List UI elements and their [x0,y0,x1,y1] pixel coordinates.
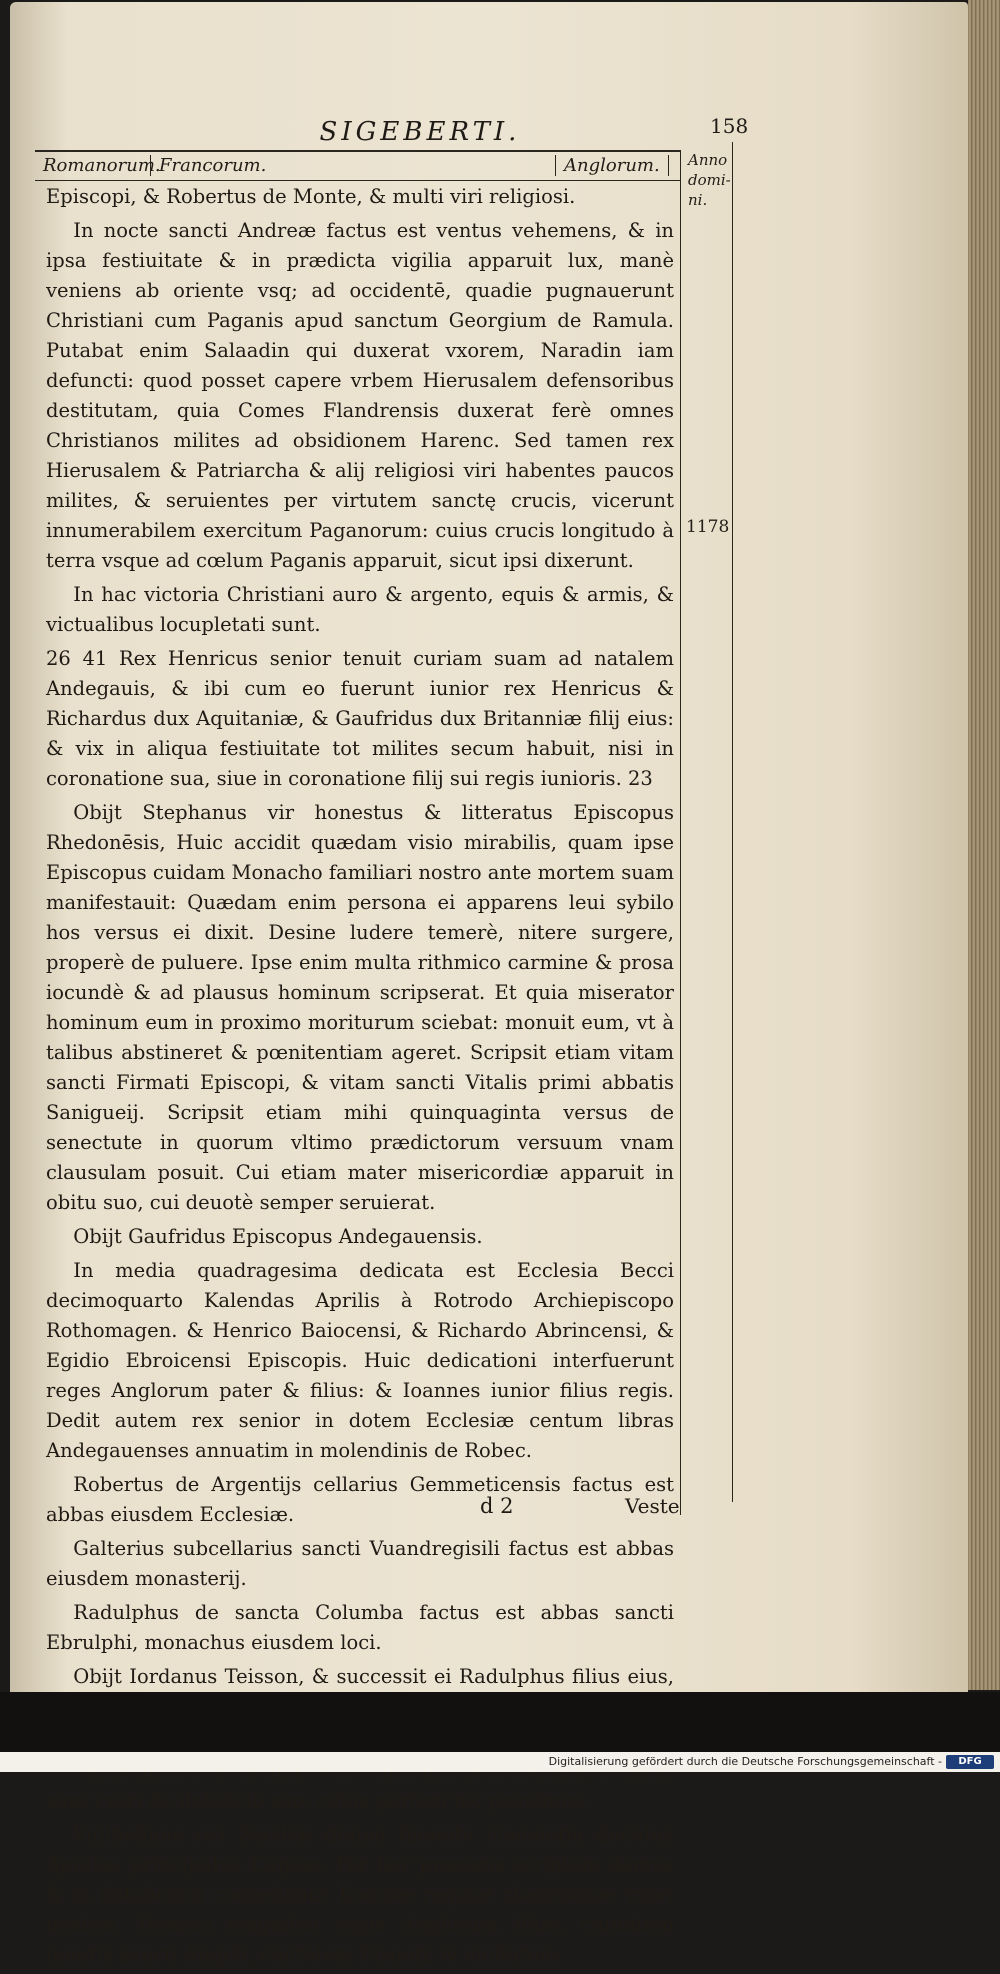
paragraph: Robertus de Argentijs cellarius Gemmeticensis factus est abbas eiusdem Ecclesiæ. [46,1473,674,1526]
column-header-rule [35,150,680,181]
catchword: Veste [625,1494,680,1518]
margin-column-rule [732,142,733,1502]
column-header-romanorum: Romanorum. [43,155,161,176]
margin-note-line: ni. [688,191,708,209]
paragraph: In nocte sancti Andreæ factus est ventus vehemens, & in ipsa festiuitate & in prædicta vigilia apparuit lux, manè veniens ab oriente vsq; ad occidentē, quadie pugnauerunt Christiani cum Paganis apud sanctum Georgium de Ramula. Putabat enim Salaadin qui duxerat vxorem, Naradin iam defuncti: quod posset capere vrbem Hierusalem defensoribus destitutam, quia Comes Flandrensis duxerat ferè omnes Christianos milites ad obsidionem Harenc. Sed tamen rex Hierusalem & Patriarcha & alij religiosi viri habentes paucos milites, & seruientes per virtutem sanctę crucis, vicerunt innumerabilem exercitum Paganorum: cuius crucis longitudo à terra vsque ad cœlum Paganis apparuit, sicut ipsi dixerunt. [46,219,674,572]
signature-mark: d 2 [480,1494,514,1518]
running-head: SIGEBERTI. [319,117,521,147]
column-header-francorum: Francorum. [150,155,266,176]
paragraph: Obijt Iordanus Teisson, & successit ei Radulphus filius eius, [73,1665,674,1688]
paragraph: Obijt Stephanus vir honestus & litteratus Episcopus Rhedonēsis, Huic accidit quædam visio mirabilis, quam ipse Episcopus cuidam Monacho familiari nostro ante mortem suam manifestauit: Quædam enim persona ei apparens leui sybilo hos versus ei dixit. Desine ludere temerè, nitere surgere, properè de puluere. Ipse enim multa rithmico carmine & prosa iocundè & ad plausus hominum scripserat. Et quia miserator hominum eum in proximo moriturum sciebat: monuit eum, vt à talibus abstineret & pœnitentiam ageret. Scripsit etiam vitam sancti Firmati Episcopi, & vitam sancti Vitalis primi abbatis Sanigueij. Scripsit etiam mihi quinquaginta versus de senectute in quorum vltimo prædictorum versuum vnam clausulam posuit. Cui etiam mater misericordiæ apparuit in obitu suo, cui deuotè semper seruierat. [46,801,674,1214]
digitization-footer [0,1752,1000,1772]
paragraph: 26 41 Rex Henricus senior tenuit curiam suam ad natalem Andegauis, & ibi cum eo fuerunt iunior rex Henricus & Richardus dux Aquitaniæ, & Gaufridus dux Britanniæ filij eius: & vix in aliqua festiuitate tot milites secum habuit, nisi in coronatione sua, siue in coronatione filij sui regis iunioris. 23 [46,647,674,790]
digitization-credit: Digitalisierung gefördert durch die Deutsche Forschungsgemeinschaft - [548,1755,942,1768]
margin-anno-domini [688,150,731,210]
paragraph: Vuilhelmus rex Syciliæ diuina fauente clementia ducatus Apuliæ, principatus Capuæ. Per hoc præsens scriptum damus & in dotalicium concedimus Ioannæ reginæ charissimæ vxori nostræ, Henrici magnifici regis Anglorum filiæ, ciuitatem montis sancti Angeli, ciuitatem Fixonti, & ciuitatem [46,1823,674,1966]
paragraph: Obijt Gaufridus Episcopus Andegauensis. [73,1225,483,1248]
column-header-anglorum: Anglorum. [555,155,669,176]
paragraph: Episcopi, & Robertus de Monte, & multi viri religiosi. [46,185,576,208]
paragraph: suæ vxori de dotalicio suo: cuius partem hic posuimus. [46,1789,590,1812]
paragraph: In hac victoria Christiani auro & argento, equis & armis, & victualibus locupletati sunt. [46,583,674,636]
folio-number: 158 [710,114,749,138]
paragraph: Galterius subcellarius sancti Vuandregisili factus est abbas eiusdem monasterij. [46,1537,674,1590]
paragraph: Radulphus de sancta Columba factus est abbas sancti Ebrulphi, monachus eiusdem loci. [46,1601,674,1654]
scan-background [0,1692,1000,1752]
margin-note-line: domi- [688,171,731,189]
text-column-rule [680,150,681,1515]
margin-year: 1178 [686,517,730,537]
paragraph: In media quadragesima dedicata est Ecclesia Becci decimoquarto Kalendas Aprilis à Rotrodo Archiepiscopo Rothomagen. & Henrico Baiocensi, & Richardo Abrincensi, & Egidio Ebroicensi Episcopis. Huic dedicationi interfuerunt reges Anglorum pater & filius: & Ioannes iunior filius regis. Dedit autem rex senior in dotem Ecclesiæ centum libras Andegauenses annuatim in molendinis de Robec. [46,1259,674,1462]
margin-note-line: Anno [688,151,728,169]
book-fore-edge [968,0,1000,1690]
dfg-logo-icon: DFG [946,1755,994,1769]
